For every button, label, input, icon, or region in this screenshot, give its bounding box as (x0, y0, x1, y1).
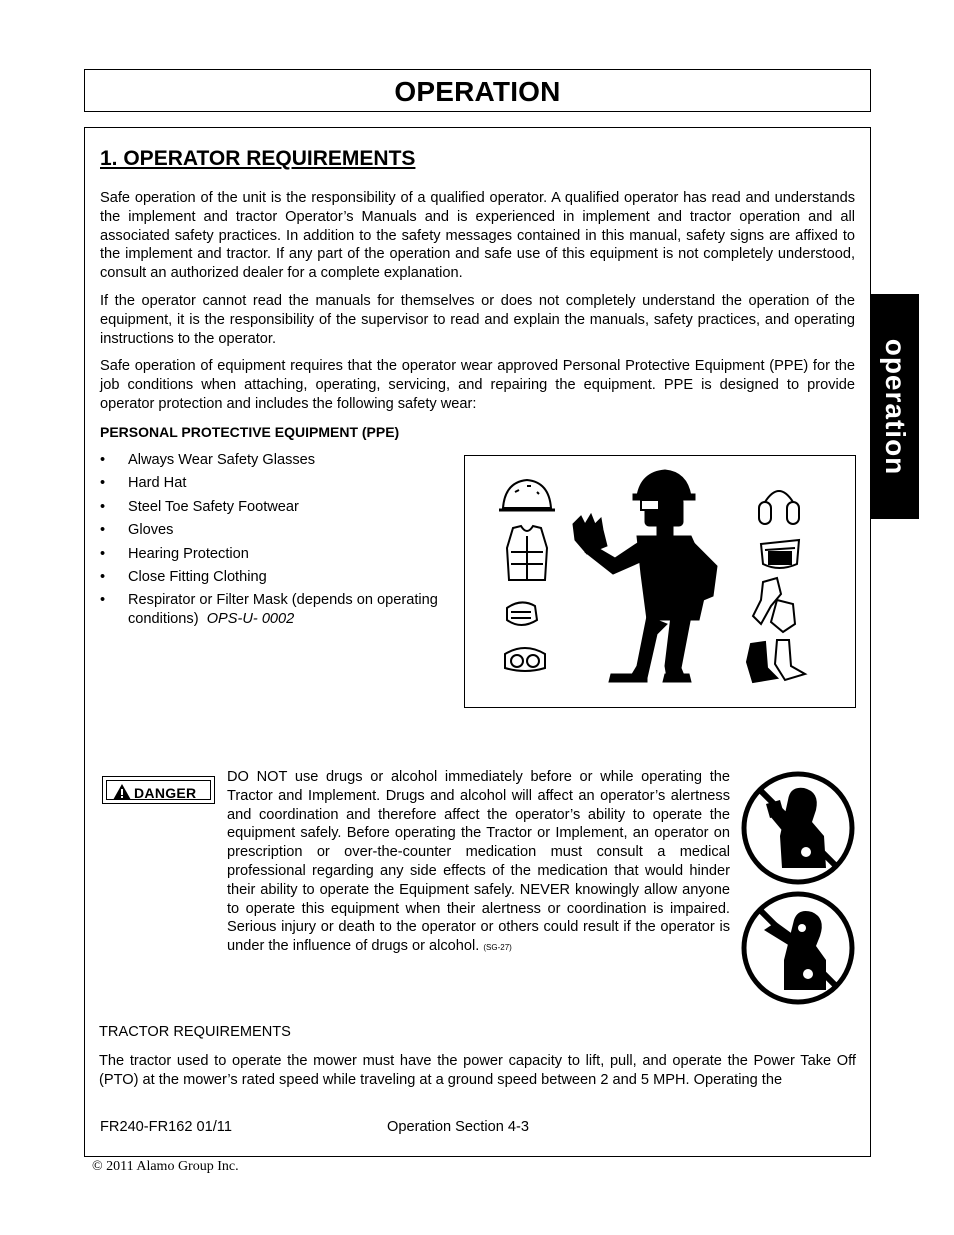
ear-muffs-icon (759, 491, 799, 524)
list-item: • Respirator or Filter Mask (depends on operating conditions) OPS-U- 0002 (100, 591, 440, 629)
paragraph-supervisor: If the operator cannot read the manuals for themselves or does not completely understand the operation of the equipment, it is the responsibility of the supervisor to read and explain the manuals, safety practices, and operating instructions to the operator. (100, 293, 855, 347)
footer-section: Operation Section 4-3 (387, 1119, 529, 1135)
list-item: • Hard Hat (100, 474, 440, 493)
ear-plugs-icon (507, 602, 537, 625)
tractor-requirements-title: TRACTOR REQUIREMENTS (99, 1024, 291, 1040)
respirator-icon (761, 540, 799, 568)
section-title: 1. OPERATOR REQUIREMENTS (100, 147, 416, 170)
list-item: • Steel Toe Safety Footwear (100, 498, 440, 517)
side-tab-label: operation (879, 338, 911, 475)
warning-triangle-icon (113, 784, 131, 800)
danger-label: DANGER (134, 785, 197, 801)
page-header (84, 69, 871, 112)
footer-model: FR240-FR162 01/11 (100, 1119, 232, 1135)
safety-boots-icon (747, 640, 805, 682)
list-item: • Close Fitting Clothing (100, 568, 440, 587)
safety-goggles-icon (505, 648, 545, 671)
worker-figure-icon (573, 470, 717, 682)
list-item: • Hearing Protection (100, 545, 440, 564)
no-drugs-icon (740, 890, 856, 1006)
danger-badge (102, 776, 215, 804)
danger-code: (SG-27) (483, 943, 512, 953)
danger-message (227, 768, 730, 958)
danger-badge-frame (106, 780, 211, 800)
ppe-code: OPS-U- 0002 (206, 611, 295, 628)
list-item: • Always Wear Safety Glasses (100, 451, 440, 470)
no-drinking-icon (740, 770, 856, 886)
danger-message-text: DO NOT use drugs or alcohol immediately before or while operating the Tractor and Implement. Drugs and alcohol will affect an operator’s alertness and coordination and therefore affect the operator’s ability to operate the equipment safely. Before operating the Tractor or Implement, an operator on prescription or over-the-counter medication must consult a medical professional regarding any side effects of the medication that would hinder their ability to operate the Equipment safely. NEVER knowingly allow anyone to operate this equipment when their alertness or coordination is impaired. Serious injury or death to the operator or others could result if the operator is under the influence of drugs or alcohol. (227, 769, 730, 955)
work-gloves-icon (753, 578, 795, 632)
section-side-tab (870, 294, 919, 519)
ppe-list (100, 451, 440, 634)
ppe-illustration (464, 455, 856, 708)
paragraph-tractor: The tractor used to operate the mower must have the power capacity to lift, pull, and operate the Power Take Off (PTO) at the mower’s rated speed while traveling at a ground speed between 2 and 5 MPH. Operating the (99, 1053, 856, 1088)
paragraph-ppe-intro: Safe operation of equipment requires that the operator wear approved Personal Protective Equipment (PPE) for the job conditions when attaching, operating, servicing, and repairing the equipment. PPE is designed to provide operator protection and includes the following safety wear: (100, 358, 855, 412)
copyright-notice: © 2011 Alamo Group Inc. (92, 1159, 239, 1174)
ppe-heading: PERSONAL PROTECTIVE EQUIPMENT (PPE) (100, 424, 400, 440)
list-item: • Gloves (100, 521, 440, 540)
paragraph-qualified-operator: Safe operation of the unit is the responsibility of a qualified operator. A qualified operator has read and understands the implement and tractor Operator’s Manuals and is experienced in implement and tractor operation and all associated safety practices. In addition to the safety messages contained in this manual, safety signs are affixed to the implement and tractor. If any part of the operation and safe use of this equipment is not completely understood, consult an authorized dealer for a complete explanation. (100, 190, 855, 282)
safety-vest-icon (507, 526, 547, 580)
hard-hat-icon (499, 480, 555, 510)
page-title: OPERATION (394, 76, 561, 107)
